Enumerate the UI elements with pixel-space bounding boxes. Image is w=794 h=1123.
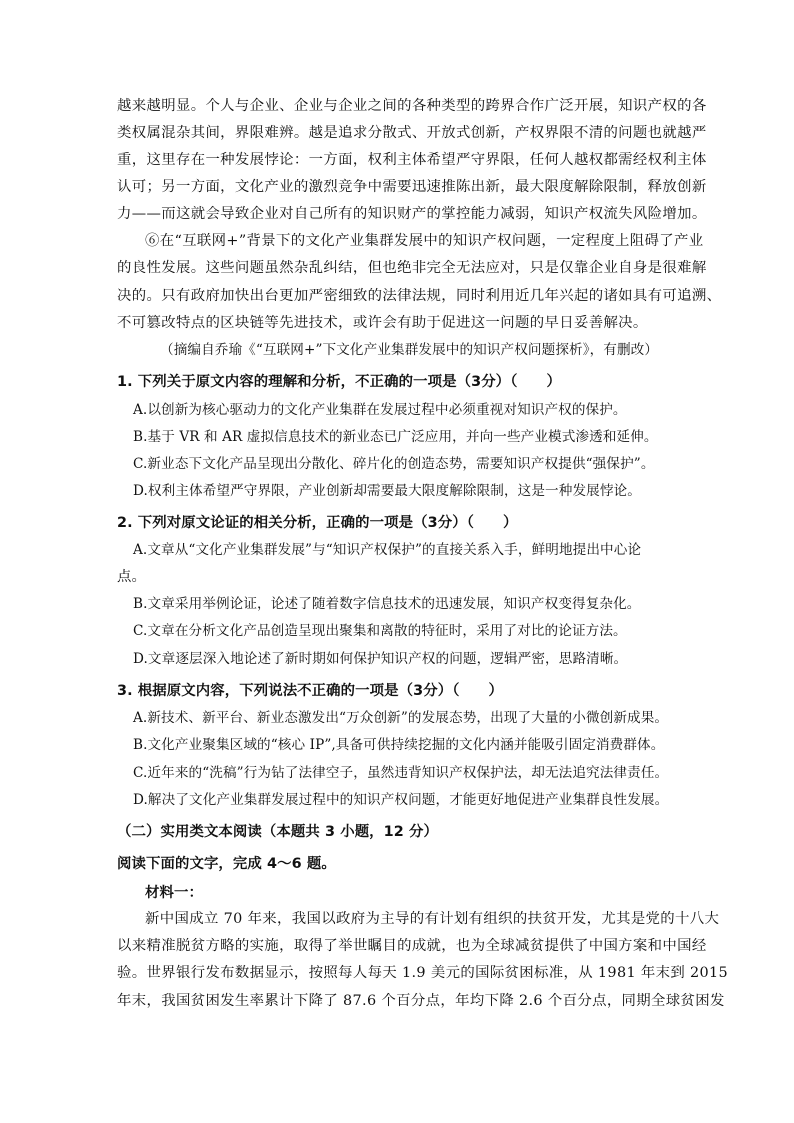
q1-option-c: C.新业态下文化产品呈现出分散化、碎片化的创造态势，需要知识产权提供“强保护”。 — [133, 456, 655, 472]
question-1-stem: 1. 下列关于原文内容的理解和分析，不正确的一项是（3分）（ ） — [117, 374, 561, 390]
q2-option-a: A.文章从“文化产业集群发展”与“知识产权保护”的直接关系入手，鲜明地提出中心论 — [133, 542, 642, 558]
q2-option-c: C.文章在分析文化产品创造呈现出聚集和离散的特征时，采用了对比的论证方法。 — [133, 623, 627, 639]
section-2-title: （二）实用类文本阅读（本题共 3 小题，12 分） — [117, 824, 438, 840]
passage-source: （摘编自乔瑜《“互联网+”下文化产业集群发展中的知识产权问题探析》，有删改） — [160, 342, 659, 358]
q3-option-b: B.文化产业聚集区域的“核心 IP”,具备可供持续挖掘的文化内涵并能吸引固定消费群体。 — [133, 737, 665, 753]
q3-option-d: D.解决了文化产业集群发展过程中的知识产权问题，才能更好地促进产业集群良性发展。 — [133, 792, 669, 808]
passage-line: 不可篡改特点的区块链等先进技术，或许会有助于促进这一问题的早日妥善解决。 — [117, 315, 648, 331]
q2-option-b: B.文章采用举例论证，论述了随着数字信息技术的迅速发展，知识产权变得复杂化。 — [133, 596, 641, 612]
passage-line: 力——而这就会导致企业对自己所有的知识财产的掌控能力减弱，知识产权流失风险增加。 — [117, 206, 707, 222]
q1-option-b: B.基于 VR 和 AR 虚拟信息技术的新业态已广泛应用，并向一些产业模式渗透和延伸。 — [133, 429, 658, 445]
q2-option-d: D.文章逐层深入地论述了新时期如何保护知识产权的问题，逻辑严密，思路清晰。 — [133, 651, 628, 667]
material-line: 以来精准脱贫方略的实施，取得了举世瞩目的成就，也为全球减贫提供了中国方案和中国经 — [117, 938, 707, 954]
material-line: 验。世界银行发布数据显示，按照每人每天 1.9 美元的国际贫困标准，从 1981 年末到 2015 — [117, 965, 729, 981]
passage-line: 类权属混杂其间，界限难辨。越是追求分散式、开放式创新，产权界限不清的问题也就越严 — [117, 125, 707, 141]
material-line: 新中国成立 70 年来，我国以政府为主导的有计划有组织的扶贫开发，尤其是党的十八大 — [145, 911, 720, 927]
q3-option-c: C.近年来的“洗稿”行为钻了法律空子，虽然违背知识产权保护法，却无法追究法律责任。 — [133, 765, 669, 781]
question-3-stem: 3. 根据原文内容，下列说法不正确的一项是（3分）（ ） — [117, 683, 503, 699]
material-line: 年末，我国贫困发生率累计下降了 87.6 个百分点，年均下降 2.6 个百分点，同期全球贫困发 — [117, 993, 725, 1009]
question-2-stem: 2. 下列对原文论证的相关分析，正确的一项是（3分）（ ） — [117, 515, 518, 531]
q1-option-d: D.权利主体希望严守界限，产业创新却需要最大限度解除限制，这是一种发展悖论。 — [133, 483, 641, 499]
section-2-instruction: 阅读下面的文字，完成 4～6 题。 — [117, 856, 336, 872]
passage-line: 重，这里存在一种发展悖论：一方面，权利主体希望严守界限，任何人越权都需经权利主体 — [117, 152, 707, 168]
q1-option-a: A.以创新为核心驱动力的文化产业集群在发展过程中必须重视对知识产权的保护。 — [133, 402, 627, 418]
passage-line: 的良性发展。这些问题虽然杂乱纠结，但也绝非完全无法应对，只是仅靠企业自身是很难解 — [117, 260, 707, 276]
q3-option-a: A.新技术、新平台、新业态激发出“万众创新”的发展态势，出现了大量的小微创新成果。 — [133, 710, 669, 726]
q2-option-a-cont: 点。 — [117, 569, 146, 585]
passage-line: 认可；另一方面，文化产业的激烈竞争中需要迅速推陈出新，最大限度解除限制，释放创新 — [117, 179, 707, 195]
material-label: 材料一： — [145, 885, 203, 901]
passage-line: 越来越明显。个人与企业、企业与企业之间的各种类型的跨界合作广泛开展，知识产权的各 — [117, 98, 707, 114]
passage-line: 决的。只有政府加快出台更加严密细致的法律法规，同时利用近几年兴起的诸如具有可追溯、 — [117, 288, 722, 304]
passage-line: ⑥在“互联网+”背景下的文化产业集群发展中的知识产权问题，一定程度上阻碍了产业 — [145, 233, 704, 249]
